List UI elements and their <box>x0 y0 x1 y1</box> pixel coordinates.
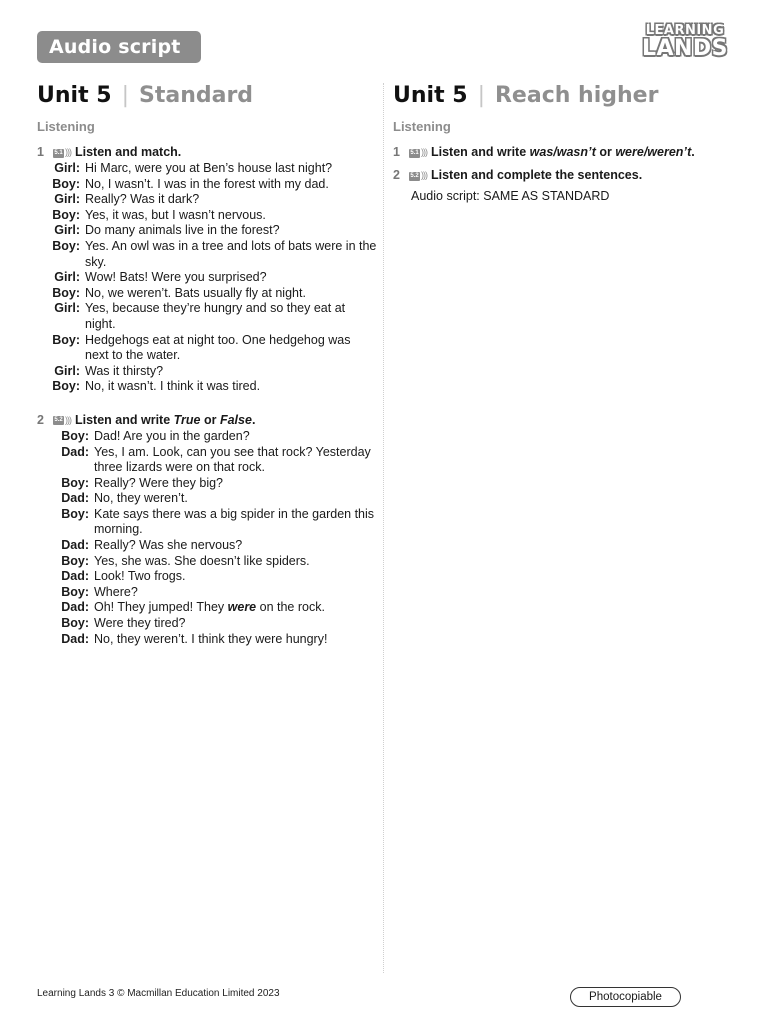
speaker-label: Dad: <box>61 538 89 553</box>
speaker-label: Girl: <box>54 363 80 378</box>
heading-separator: | <box>121 83 129 108</box>
exercise-header <box>37 413 377 429</box>
exercise-1 <box>393 145 733 161</box>
speaker-label: Boy: <box>52 238 80 253</box>
section-label: Listening <box>37 119 95 134</box>
speaker-label: Dad: <box>61 600 89 615</box>
dialog-line <box>37 286 377 302</box>
speaker-label: Boy: <box>52 379 80 394</box>
dialog-text: Hi Marc, were you at Ben’s house last night? <box>85 161 333 175</box>
section-label: Listening <box>393 119 451 134</box>
exercise-header <box>393 168 733 184</box>
audio-track-icon: 5.2 ))) <box>54 415 71 426</box>
exercise-number: 1 <box>393 145 400 160</box>
copyright-text: Learning Lands 3 © Macmillan Education Limited 2023 <box>37 988 280 999</box>
reach-higher-column <box>393 83 733 204</box>
dialog-line <box>37 333 377 364</box>
dialog-text: Hedgehogs eat at night too. One hedgehog was next to the water. <box>85 332 351 363</box>
speaker-label: Boy: <box>52 332 80 347</box>
dialog-line <box>37 223 377 239</box>
learning-lands-logo <box>638 23 732 63</box>
dialog-text: Yes, because they’re hungry and so they eat at night. <box>85 301 346 331</box>
heading-separator: | <box>477 83 485 108</box>
speaker-label: Dad: <box>61 491 89 506</box>
dialog-text: Were they tired? <box>94 616 186 631</box>
dialog-text: No, it wasn’t. I think it was tired. <box>85 379 261 394</box>
dialog-line <box>37 364 377 380</box>
dialog-line <box>37 538 377 554</box>
speaker-label: Boy: <box>61 506 89 521</box>
exercise-2 <box>393 168 733 184</box>
dialog-line <box>37 161 377 177</box>
audio-script-note: Audio script: SAME AS STANDARD <box>411 189 610 203</box>
exercise-number: 1 <box>37 145 44 160</box>
speaker-label: Girl: <box>54 192 80 207</box>
dialog-line <box>37 476 377 492</box>
audio-track-icon: 5.2 ))) <box>410 170 427 181</box>
instruction-part: or <box>595 145 616 160</box>
dialog-line <box>37 208 377 224</box>
speaker-label: Boy: <box>61 428 89 443</box>
audio-track-code: 5.1 <box>54 149 63 156</box>
dialog-text: No, they weren’t. <box>94 491 188 506</box>
logo-line-2: LANDS <box>641 36 729 61</box>
dialog-text: Kate says there was a big spider in the garden this morning. <box>94 506 375 537</box>
dialog-line <box>37 554 377 570</box>
level-label: Reach higher <box>494 83 659 108</box>
dialog-text: Dad! Are you in the garden? <box>94 428 250 443</box>
logo-line-1: LEARNING <box>645 23 725 38</box>
dialog-line <box>37 600 377 616</box>
dialog-text: Yes, she was. She doesn’t like spiders. <box>94 553 310 568</box>
exercise-2 <box>37 413 377 647</box>
exercise-number: 2 <box>37 413 44 428</box>
dialog-text: Really? Was she nervous? <box>94 538 243 553</box>
exercise-header <box>393 145 733 161</box>
instruction-part: or <box>200 413 220 428</box>
speaker-label: Dad: <box>61 444 89 459</box>
dialog-line <box>37 569 377 585</box>
level-label: Standard <box>138 83 254 108</box>
unit-label: Unit 5 <box>393 83 468 108</box>
photocopiable-badge: Photocopiable <box>570 987 681 1007</box>
instruction-part: Listen and write <box>75 413 174 428</box>
instruction-italic: True <box>173 413 201 428</box>
speaker-label: Girl: <box>54 270 80 285</box>
speaker-label: Girl: <box>54 301 80 316</box>
speaker-label: Boy: <box>61 616 89 631</box>
dialog-text: No, they weren’t. I think they were hungry! <box>94 631 328 646</box>
speaker-label: Girl: <box>54 161 80 175</box>
speaker-label: Boy: <box>52 285 80 300</box>
dialog-text-part: Oh! They jumped! They <box>94 600 228 615</box>
audio-track-icon: 5.1 ))) <box>410 147 427 158</box>
dialog-line <box>37 616 377 632</box>
instruction-part: . <box>251 413 256 428</box>
exercise-instruction <box>431 145 695 161</box>
dialog <box>37 161 377 395</box>
exercise-instruction: Listen and match. <box>75 145 182 160</box>
dialog-line <box>37 192 377 208</box>
instruction-italic: were/weren’t <box>615 145 692 160</box>
audio-track-code: 5.2 <box>54 417 63 424</box>
speaker-label: Boy: <box>61 475 89 490</box>
dialog-line <box>37 429 377 445</box>
unit-heading-standard <box>37 83 377 109</box>
dialog-line <box>37 585 377 601</box>
dialog-text: Really? Were they big? <box>94 475 224 490</box>
dialog-text: Look! Two frogs. <box>94 569 186 584</box>
column-divider <box>383 83 384 973</box>
dialog-line <box>37 270 377 286</box>
standard-column <box>37 83 377 647</box>
dialog-line <box>37 491 377 507</box>
dialog-text: Yes, it was, but I wasn’t nervous. <box>85 207 266 222</box>
dialog-text-emphasis: were <box>227 600 257 615</box>
dialog-text: No, I wasn’t. I was in the forest with my dad. <box>85 176 329 191</box>
speaker-label: Girl: <box>54 223 80 238</box>
unit-label: Unit 5 <box>37 83 112 108</box>
instruction-italic: was/wasn’t <box>529 145 596 160</box>
exercise-instruction <box>75 413 255 429</box>
exercise-header <box>37 145 377 161</box>
dialog-text: Where? <box>94 584 138 599</box>
dialog-line <box>37 239 377 270</box>
unit-heading-reach-higher <box>393 83 733 109</box>
dialog-text: No, we weren’t. Bats usually fly at night. <box>85 285 306 300</box>
dialog-line <box>37 379 377 395</box>
dialog-line <box>37 445 377 476</box>
dialog-line <box>37 632 377 648</box>
speaker-label: Boy: <box>52 176 80 191</box>
instruction-part: . <box>691 145 695 160</box>
audio-track-code: 5.1 <box>410 149 419 156</box>
audio-track-icon: 5.1 ))) <box>54 147 71 158</box>
dialog-text: Do many animals live in the forest? <box>85 223 280 238</box>
dialog-text <box>89 600 377 616</box>
speaker-label: Boy: <box>61 584 89 599</box>
dialog-text: Really? Was it dark? <box>85 192 200 207</box>
exercise-number: 2 <box>393 168 400 183</box>
audio-script-badge: Audio script <box>37 31 201 63</box>
instruction-part: Listen and write <box>431 145 530 160</box>
exercise-1 <box>37 145 377 395</box>
audio-track-code: 5.2 <box>410 172 419 179</box>
exercise-instruction: Listen and complete the sentences. <box>431 168 643 183</box>
speaker-label: Boy: <box>52 207 80 222</box>
dialog-text: Wow! Bats! Were you surprised? <box>85 270 267 285</box>
dialog <box>37 429 377 647</box>
dialog-line <box>37 301 377 332</box>
dialog-text: Yes, I am. Look, can you see that rock? Yesterday three lizards were on that rock. <box>94 444 371 475</box>
dialog-text: Was it thirsty? <box>85 363 164 378</box>
instruction-italic: False <box>219 413 252 428</box>
speaker-label: Dad: <box>61 631 89 646</box>
speaker-label: Dad: <box>61 569 89 584</box>
dialog-text: Yes. An owl was in a tree and lots of bats were in the sky. <box>85 238 377 269</box>
dialog-text-part: on the rock. <box>256 600 325 615</box>
dialog-line <box>37 177 377 193</box>
dialog-line <box>37 507 377 538</box>
speaker-label: Boy: <box>61 553 89 568</box>
